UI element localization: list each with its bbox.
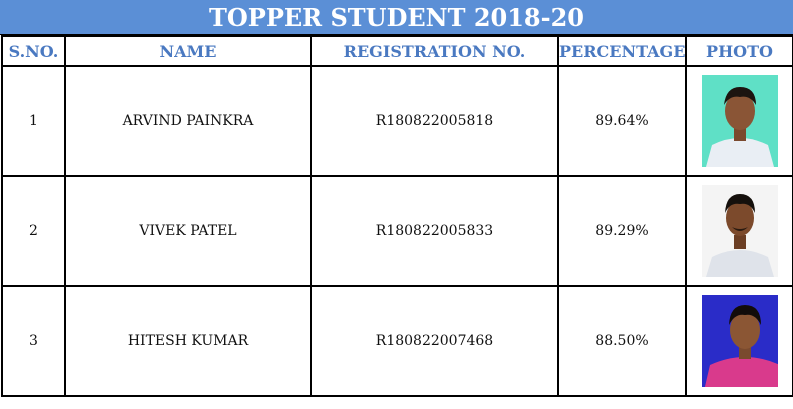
cell-photo (686, 176, 793, 286)
portrait-icon (702, 185, 778, 277)
header-name: NAME (65, 36, 311, 66)
table-row (2, 66, 793, 176)
cell-registration: R180822005833 (311, 176, 558, 286)
cell-registration: R180822005818 (311, 66, 558, 176)
cell-name: ARVIND PAINKRA (65, 66, 311, 176)
cell-name: VIVEK PATEL (65, 176, 311, 286)
header-percentage: PERCENTAGE (558, 36, 686, 66)
topper-table (1, 35, 793, 397)
student-photo (702, 185, 778, 277)
header-registration: REGISTRATION NO. (311, 36, 558, 66)
cell-percentage: 88.50% (558, 286, 686, 396)
student-photo (702, 295, 778, 387)
cell-name: HITESH KUMAR (65, 286, 311, 396)
student-photo (702, 75, 778, 167)
cell-registration: R180822007468 (311, 286, 558, 396)
header-row (2, 36, 793, 66)
cell-sno: 3 (2, 286, 65, 396)
cell-sno: 2 (2, 176, 65, 286)
cell-percentage: 89.29% (558, 176, 686, 286)
cell-sno: 1 (2, 66, 65, 176)
header-photo: PHOTO (686, 36, 793, 66)
cell-photo (686, 286, 793, 396)
table-row (2, 286, 793, 396)
cell-photo (686, 66, 793, 176)
page-title: TOPPER STUDENT 2018-20 (0, 0, 793, 35)
table-row (2, 176, 793, 286)
portrait-icon (702, 75, 778, 167)
portrait-icon (702, 295, 778, 387)
header-sno: S.NO. (2, 36, 65, 66)
cell-percentage: 89.64% (558, 66, 686, 176)
